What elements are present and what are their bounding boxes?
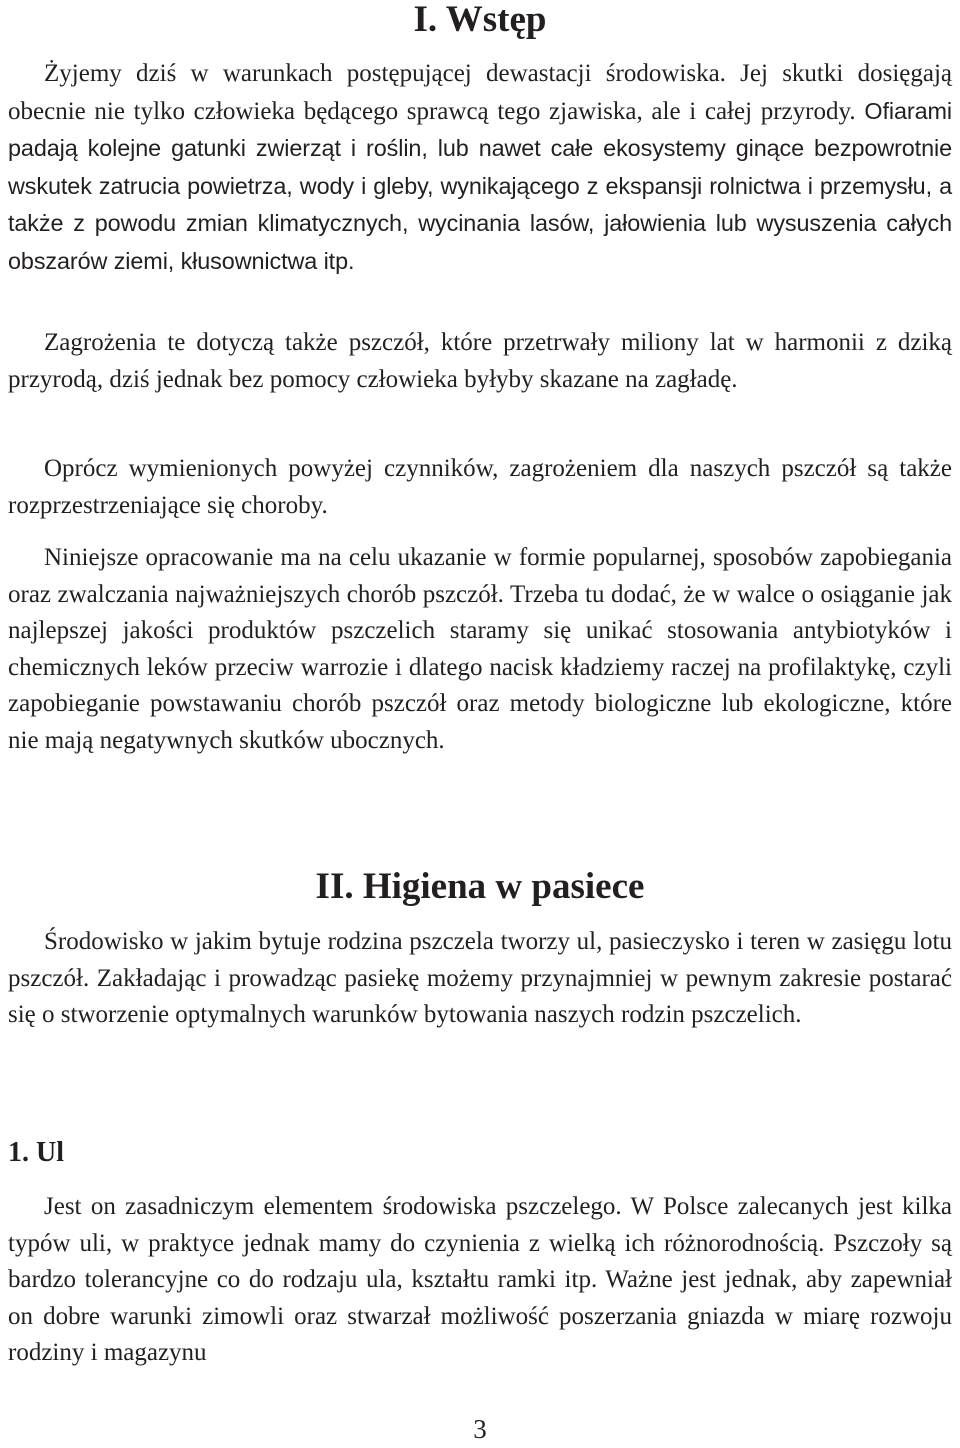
section-heading-higiena: II. Higiena w pasiece	[315, 866, 645, 907]
paragraph-environment: Środowisko w jakim bytuje rodzina pszczela tworzy ul, pasieczysko i teren w zasięgu lotu pszczół. Zakładając i prowadząc pasiekę możemy przynajmniej w pewnym zakresie postarać się o stworzenie optymalnych warunków bytowania naszych rodzin pszczelich.	[8, 928, 952, 1028]
document-page	[8, 0, 956, 1448]
paragraph-intro	[8, 56, 952, 280]
paragraph-purpose: Niniejsze opracowanie ma na celu ukazanie w formie popularnej, sposobów zapobiegania oraz zwalczania najważniejszych chorób pszczół. Trzeba tu dodać, że w walce o osiąganie jak najlepszej jakości produktów pszczelich staramy się unikać stosowania antybiotyków i chemicznych leków przeciw warrozie i dlatego nacisk kładziemy raczej na profilaktykę, czyli zapobieganie powstawaniu chorób pszczół oraz metody biologiczne lub ekologiczne, które nie mają negatywnych skutków ubocznych.	[8, 544, 952, 754]
page-number: 3	[473, 1414, 487, 1444]
paragraph-intro-part1: Żyjemy dziś w warunkach postępującej dewastacji środowiska. Jej skutki dosięgają obecnie nie tylko człowieka będącego sprawcą tego zjawiska, ale i całej przyrody.	[8, 60, 952, 125]
subsection-heading-ul: 1. Ul	[8, 1137, 64, 1168]
paragraph-intro-part2: Ofiarami padają kolejne gatunki zwierząt i roślin, lub nawet całe ekosystemy ginące bezpowrotnie wskutek zatrucia powietrza, wody i gleby, wynikającego z ekspansji rolnictwa i przemysłu, a także z powodu zmian klimatycznych, wycinania lasów, jałowienia lub wysuszenia całych obszarów ziemi, kłusownictwa itp.	[8, 97, 952, 274]
paragraph-diseases: Oprócz wymienionych powyżej czynników, zagrożeniem dla naszych pszczół są także rozprzestrzeniające się choroby.	[8, 455, 952, 519]
section-heading-wstep: I. Wstęp	[413, 0, 547, 40]
paragraph-threats: Zagrożenia te dotyczą także pszczół, które przetrwały miliony lat w harmonii z dziką przyrodą, dziś jednak bez pomocy człowieka byłyby skazane na zagładę.	[8, 329, 952, 393]
paragraph-hive: Jest on zasadniczym elementem środowiska pszczelego. W Polsce zalecanych jest kilka typów uli, w praktyce jednak mamy do czynienia z wielką ich różnorodnością. Pszczoły są bardzo tolerancyjne co do rodzaju ula, kształtu ramki itp. Ważne jest jednak, aby zapewniał on dobre warunki zimowli oraz stwarzał możliwość poszerzania gniazda w miarę rozwoju rodziny i magazynu	[8, 1193, 952, 1366]
